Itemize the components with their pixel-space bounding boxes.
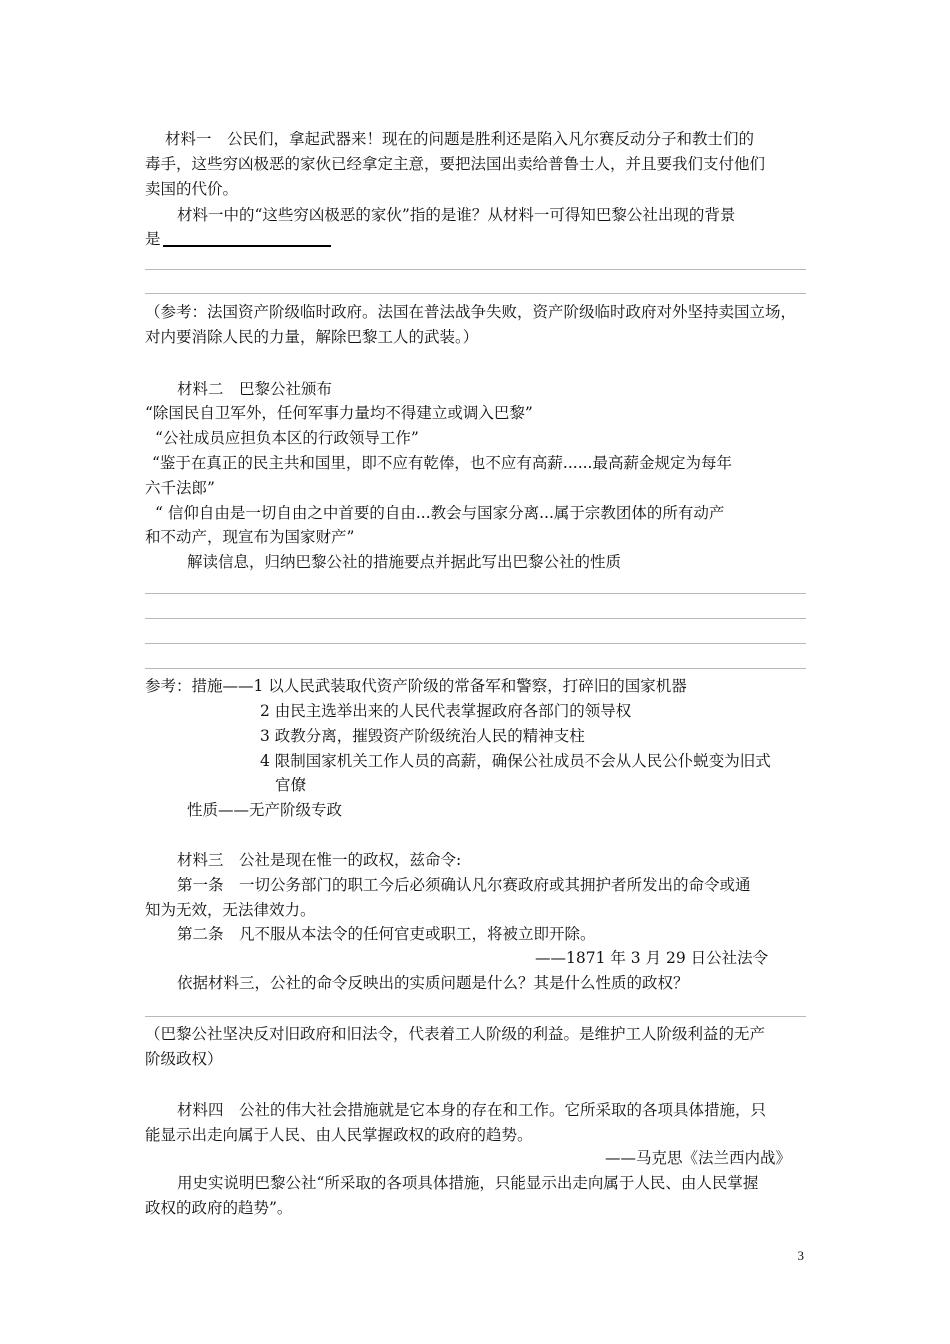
material-2-line-5: “ 信仰自由是一切自由之中首要的自由...教会与国家分离...属于宗教团体的所有动产: [155, 504, 725, 522]
material-2-title: 材料二 巴黎公社颁布: [177, 380, 333, 398]
material-2-line-2: “公社成员应担负本区的行政领导工作”: [155, 429, 419, 447]
material-2-line-1: “除国民自卫军外，任何军事力量均不得建立或调入巴黎”: [145, 404, 533, 422]
material-2-line-4: 六千法郎”: [145, 479, 215, 497]
material-3-article-1: 第一条 一切公务部门的职工今后必须确认凡尔赛政府或其拥护者所发出的命令或通: [177, 876, 751, 894]
answer-rule: [145, 668, 806, 669]
material-3-article-1-cont: 知为无效，无法律效力。: [145, 901, 316, 919]
material-4-source: ——马克思《法兰西内战》: [605, 1149, 792, 1167]
reference-2-line-5: 官僚: [275, 776, 307, 794]
answer-rule: [145, 293, 806, 294]
material-1-line-3: 卖国的代价。: [145, 180, 239, 198]
question-1-line-2: [145, 227, 331, 251]
material-2-line-6: 和不动产，现宣布为国家财产”: [145, 528, 355, 546]
question-4-line-1: 用史实说明巴黎公社“所采取的各项具体措施，只能显示出走向属于人民、由人民掌握: [177, 1174, 759, 1192]
answer-rule: [145, 269, 806, 270]
answer-blank[interactable]: [163, 229, 331, 247]
material-3-source: ——1871 年 3 月 29 日公社法令: [535, 949, 769, 967]
answer-3-line-2: 阶级政权）: [145, 1050, 223, 1068]
question-1-line-1: 材料一中的“这些穷凶极恶的家伙”指的是谁？从材料一可得知巴黎公社出现的背景: [177, 206, 736, 224]
answer-1-line-1: （参考：法国资产阶级临时政府。法国在普法战争失败，资产阶级临时政府对外坚持卖国立场，: [145, 303, 797, 321]
question-3: 依据材料三，公社的命令反映出的实质问题是什么？其是什么性质的政权？: [177, 974, 689, 992]
material-1-line-1: 材料一 公民们，拿起武器来！现在的问题是胜利还是陷入凡尔赛反动分子和教士们的: [165, 130, 755, 148]
material-4-line-1: 材料四 公社的伟大社会措施就是它本身的存在和工作。它所采取的各项具体措施，只: [177, 1101, 767, 1119]
reference-2-line-4: 4 限制国家机关工作人员的高薪，确保公社成员不会从人民公仆蜕变为旧式: [260, 752, 771, 770]
material-3-title: 材料三 公社是现在惟一的政权，兹命令:: [177, 851, 462, 869]
reference-2-nature: 性质——无产阶级专政: [187, 801, 343, 819]
answer-1-line-2: 对内要消除人民的力量，解除巴黎工人的武装。）: [145, 328, 479, 346]
question-4-line-2: 政权的政府的趋势”。: [145, 1199, 293, 1217]
question-2: 解读信息，归纳巴黎公社的措施要点并据此写出巴黎公社的性质: [187, 553, 622, 571]
material-4-line-2: 能显示出走向属于人民、由人民掌握政权的政府的趋势。: [145, 1126, 533, 1144]
page-number: 3: [797, 1248, 804, 1263]
reference-2-line-2: 2 由民主选举出来的人民代表掌握政府各部门的领导权: [260, 702, 632, 720]
answer-rule: [145, 643, 806, 644]
material-3-article-2: 第二条 凡不服从本法令的任何官吏或职工，将被立即开除。: [177, 925, 596, 943]
answer-rule: [145, 618, 806, 619]
reference-2-line-1: 参考：措施——1 以人民武装取代资产阶级的常备军和警察，打碎旧的国家机器: [145, 677, 687, 695]
reference-2-line-3: 3 政教分离，摧毁资产阶级统治人民的精神支柱: [260, 727, 585, 745]
answer-3-line-1: （巴黎公社坚决反对旧政府和旧法令，代表着工人阶级的利益。是维护工人阶级利益的无产: [145, 1025, 766, 1043]
material-2-line-3: “鉴于在真正的民主共和国里，即不应有乾俸，也不应有高薪......最高薪金规定为每年: [152, 454, 732, 472]
question-1-prefix: 是: [145, 230, 161, 248]
material-1-line-2: 毒手，这些穷凶极恶的家伙已经拿定主意，要把法国出卖给普鲁士人，并且要我们支付他们: [145, 155, 766, 173]
answer-rule: [145, 1016, 806, 1017]
answer-rule: [145, 593, 806, 594]
